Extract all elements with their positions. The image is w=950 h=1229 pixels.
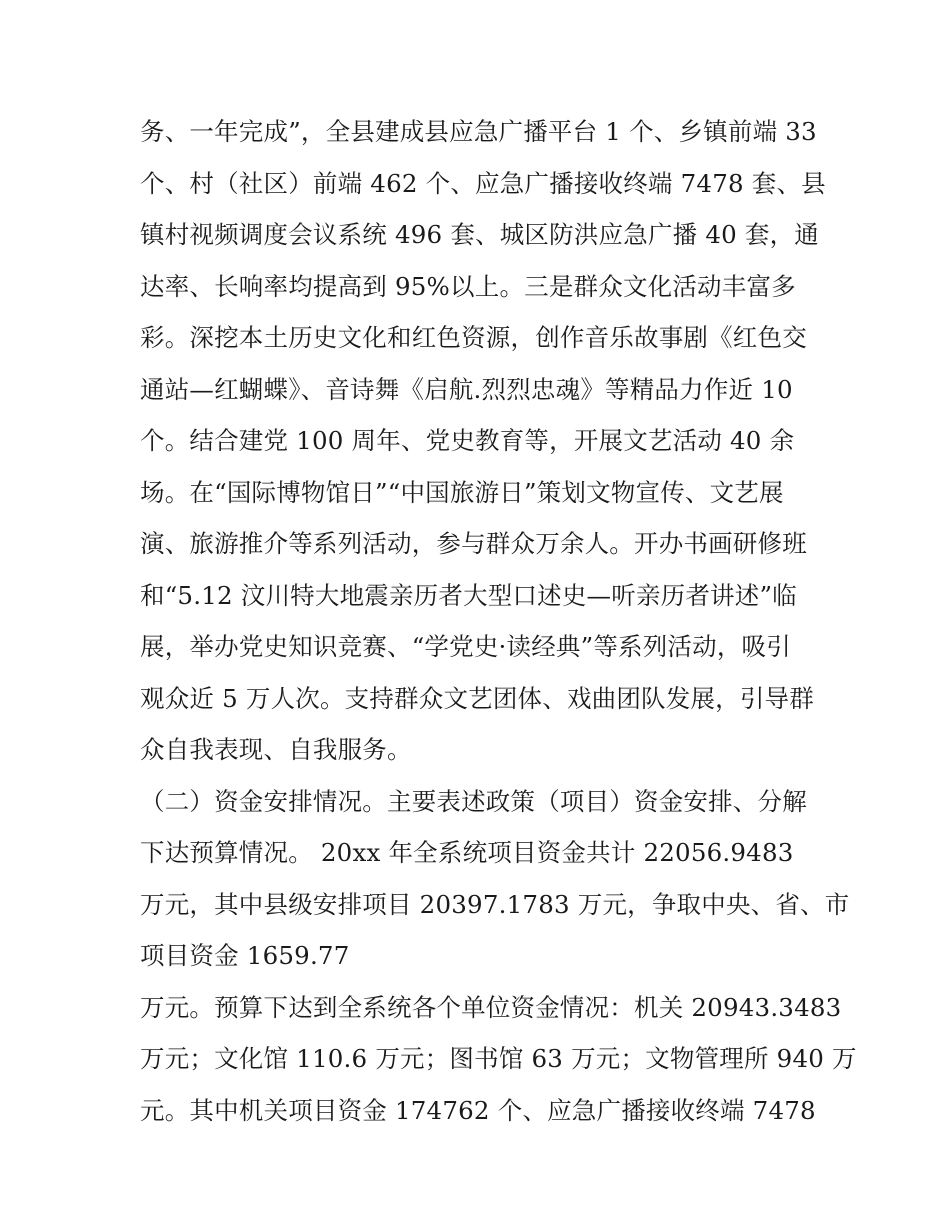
text-line: 众自我表现、自我服务。	[140, 735, 412, 764]
text-line: 务、一年完成”，全县建成县应急广播平台 1 个、乡镇前端 33	[140, 117, 817, 146]
text-line: 镇村视频调度会议系统 496 套、城区防洪应急广播 40 套，通	[140, 220, 819, 249]
text-line: 元。其中机关项目资金 174762 个、应急广播接收终端 7478	[140, 1095, 816, 1125]
text-line: 万元。预算下达到全系统各个单位资金情况：机关 20943.3483	[140, 992, 842, 1022]
text-line: 达率、长响率均提高到 95%以上。三是群众文化活动丰富多	[140, 271, 796, 301]
text-line: 通站—红蝴蝶》、音诗舞《启航.烈烈忠魂》等精品力作近 10	[140, 374, 793, 404]
text-line: 场。在“国际博物馆日”“中国旅游日”策划文物宣传、文艺展	[140, 477, 784, 507]
text-line: 和“5.12 汶川特大地震亲历者大型口述史—听亲历者讲述”临	[140, 580, 797, 610]
text-line: 展，举办党史知识竞赛、“学党史·读经典”等系列活动，吸引	[140, 632, 791, 661]
text-line: 下达预算情况。 20xx 年全系统项目资金共计 22056.9483	[140, 838, 794, 867]
text-line: 演、旅游推介等系列活动，参与群众万余人。开办书画研修班	[140, 529, 807, 558]
section-heading-line: （二）资金安排情况。主要表述政策（项目）资金安排、分解	[140, 786, 807, 816]
text-line: 项目资金 1659.77	[140, 941, 350, 970]
text-line: 万元；文化馆 110.6 万元；图书馆 63 万元；文物管理所 940 万	[140, 1044, 857, 1073]
body-text	[140, 106, 857, 1136]
text-line: 万元，其中县级安排项目 20397.1783 万元，争取中央、省、市	[140, 889, 850, 919]
text-line: 彩。深挖本土历史文化和红色资源，创作音乐故事剧《红色交	[140, 323, 807, 352]
text-line: 个、村（社区）前端 462 个、应急广播接收终端 7478 套、县	[140, 168, 826, 198]
text-line: 个。结合建党 100 周年、党史教育等，开展文艺活动 40 余	[140, 426, 795, 455]
text-line: 观众近 5 万人次。支持群众文艺团体、戏曲团队发展，引导群	[140, 683, 814, 713]
